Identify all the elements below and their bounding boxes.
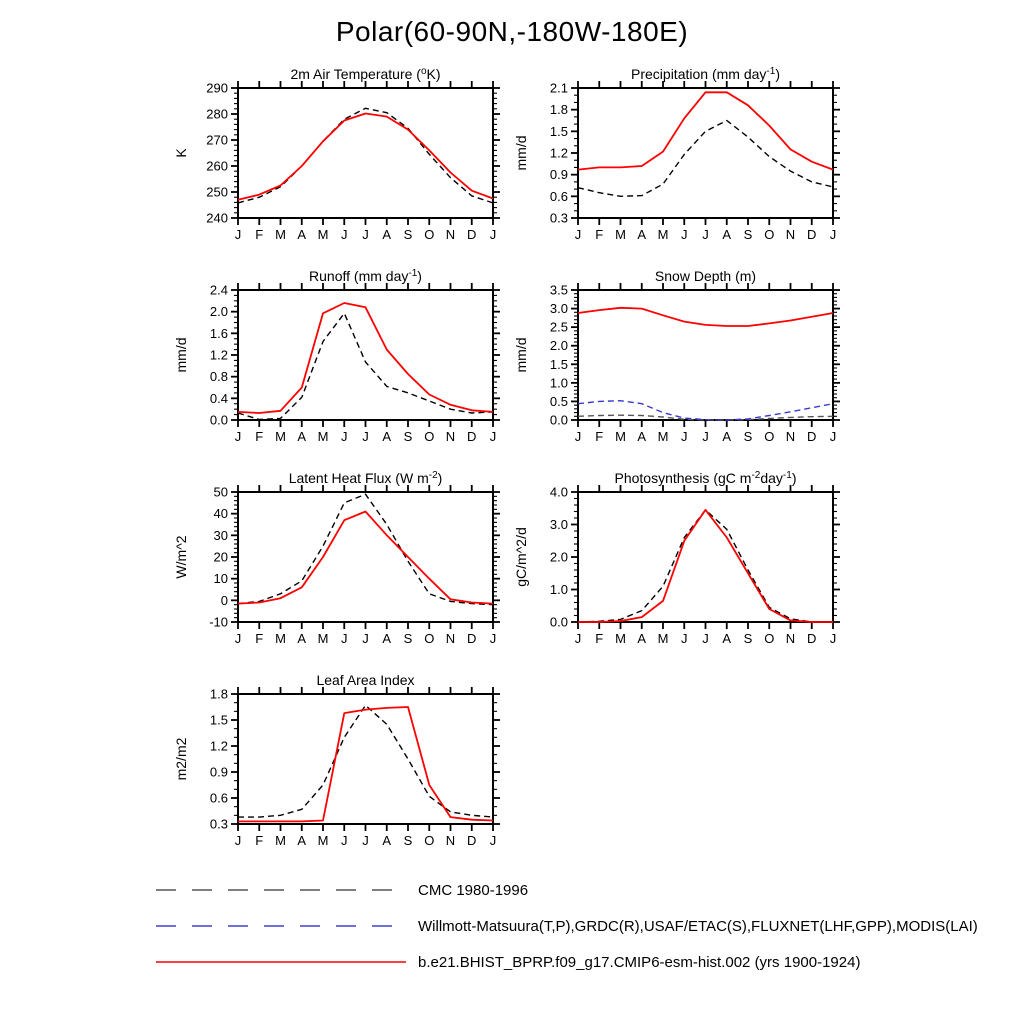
svg-text:J: J <box>574 227 582 242</box>
svg-text:290: 290 <box>206 80 228 96</box>
svg-text:O: O <box>424 227 435 242</box>
svg-text:2.0: 2.0 <box>549 338 568 354</box>
legend-item-obs-composite <box>156 908 978 944</box>
svg-text:F: F <box>255 833 264 848</box>
svg-text:1.2: 1.2 <box>209 347 228 363</box>
svg-text:A: A <box>722 227 732 242</box>
svg-text:N: N <box>785 227 796 242</box>
svg-text:A: A <box>637 429 647 444</box>
svg-text:D: D <box>467 833 477 848</box>
svg-text:J: J <box>489 429 497 444</box>
svg-text:M: M <box>317 227 329 242</box>
svg-text:J: J <box>362 631 369 646</box>
svg-text:W/m^2: W/m^2 <box>173 535 189 579</box>
svg-text:30: 30 <box>213 527 228 543</box>
svg-text:M: M <box>657 631 669 646</box>
svg-text:0.6: 0.6 <box>209 790 228 806</box>
svg-text:10: 10 <box>213 571 228 587</box>
legend-label: CMC 1980-1996 <box>418 881 529 899</box>
svg-text:1.2: 1.2 <box>549 145 568 161</box>
svg-text:0.8: 0.8 <box>209 369 228 385</box>
precipitation-chart <box>510 62 855 254</box>
svg-text:J: J <box>362 429 369 444</box>
svg-text:Photosynthesis (gC m-2day-1): Photosynthesis (gC $m^{-2}day^{-1}$) <box>614 470 797 486</box>
svg-text:0.9: 0.9 <box>549 167 568 183</box>
panel-precipitation <box>510 62 855 254</box>
svg-text:F: F <box>595 227 604 242</box>
svg-text:0.0: 0.0 <box>549 412 568 428</box>
svg-text:250: 250 <box>206 184 228 200</box>
svg-text:A: A <box>382 631 392 646</box>
svg-text:1.5: 1.5 <box>549 356 568 372</box>
svg-text:0: 0 <box>220 592 228 608</box>
svg-text:1.5: 1.5 <box>549 123 568 139</box>
legend-label: Willmott-Matsuura(T,P),GRDC(R),USAF/ETAC(S),FLUXNET(LHF,GPP),MODIS(LAI) <box>418 917 978 935</box>
svg-text:S: S <box>743 227 753 242</box>
svg-text:Precipitation (mm day-1): Precipitation (mm day$^{-1}$) <box>631 66 780 82</box>
svg-text:D: D <box>807 631 817 646</box>
svg-text:M: M <box>615 631 626 646</box>
svg-text:J: J <box>489 631 497 646</box>
svg-text:1.0: 1.0 <box>549 582 568 597</box>
svg-text:2.4: 2.4 <box>209 282 228 298</box>
svg-text:0.4: 0.4 <box>209 390 228 406</box>
svg-text:J: J <box>341 833 348 848</box>
svg-text:J: J <box>341 429 348 444</box>
svg-text:F: F <box>595 631 604 646</box>
main-title: Polar(60-90N,-180W-180E) <box>335 16 689 47</box>
svg-text:J: J <box>829 429 837 444</box>
air-temperature-chart <box>170 62 515 254</box>
svg-text:A: A <box>297 833 307 848</box>
svg-text:J: J <box>574 429 582 444</box>
svg-text:Snow Depth (m): Snow Depth (m) <box>654 268 757 284</box>
dashed-line-swatch <box>156 887 406 893</box>
svg-text:mm/d: mm/d <box>513 135 529 171</box>
svg-text:D: D <box>467 429 477 444</box>
svg-text:A: A <box>382 227 392 242</box>
svg-text:J: J <box>234 631 242 646</box>
svg-text:3.0: 3.0 <box>549 301 568 317</box>
svg-text:1.2: 1.2 <box>209 738 228 754</box>
svg-text:O: O <box>764 631 775 646</box>
svg-text:260: 260 <box>206 158 228 174</box>
panel-leaf-area-index <box>170 668 515 860</box>
svg-text:1.5: 1.5 <box>209 712 228 728</box>
svg-text:3.0: 3.0 <box>549 517 568 532</box>
svg-text:N: N <box>785 631 796 646</box>
svg-text:2.5: 2.5 <box>549 319 568 335</box>
svg-text:J: J <box>681 429 688 444</box>
svg-text:J: J <box>489 227 497 242</box>
svg-text:2.1: 2.1 <box>549 80 568 96</box>
svg-text:A: A <box>382 429 392 444</box>
svg-text:M: M <box>657 429 669 444</box>
svg-text:mm/d: mm/d <box>173 337 189 373</box>
svg-text:N: N <box>445 227 456 242</box>
svg-text:A: A <box>722 631 732 646</box>
svg-text:J: J <box>702 227 709 242</box>
svg-text:F: F <box>595 429 604 444</box>
svg-text:J: J <box>341 227 348 242</box>
svg-text:270: 270 <box>206 132 228 148</box>
legend-item-cmc <box>156 872 978 908</box>
svg-text:50: 50 <box>213 484 228 500</box>
svg-text:S: S <box>743 631 753 646</box>
svg-text:J: J <box>702 631 709 646</box>
svg-text:J: J <box>234 429 242 444</box>
svg-text:O: O <box>424 631 435 646</box>
svg-text:1.0: 1.0 <box>549 375 568 391</box>
svg-text:J: J <box>234 833 242 848</box>
svg-text:N: N <box>445 429 456 444</box>
photosynthesis-chart <box>510 466 855 658</box>
svg-text:S: S <box>743 429 753 444</box>
svg-text:D: D <box>807 429 817 444</box>
svg-text:0.0: 0.0 <box>209 412 228 428</box>
svg-text:4.0: 4.0 <box>549 484 568 500</box>
svg-text:mm/d: mm/d <box>513 337 529 373</box>
panel-latent-heat-flux <box>170 466 515 658</box>
svg-text:0.3: 0.3 <box>209 816 228 832</box>
svg-text:J: J <box>234 227 242 242</box>
svg-text:Latent Heat Flux (W m-2): Latent Heat Flux (W $m^{-2}$) <box>288 470 443 486</box>
svg-text:M: M <box>275 833 286 848</box>
svg-text:O: O <box>424 429 435 444</box>
svg-text:S: S <box>403 631 413 646</box>
svg-text:A: A <box>382 833 392 848</box>
svg-text:gC/m^2/d: gC/m^2/d <box>513 527 529 587</box>
svg-text:A: A <box>637 227 647 242</box>
svg-text:A: A <box>637 631 647 646</box>
svg-text:2.0: 2.0 <box>209 304 228 320</box>
dashed-line-swatch <box>156 923 406 929</box>
svg-text:20: 20 <box>213 549 228 565</box>
svg-text:A: A <box>722 429 732 444</box>
svg-text:D: D <box>807 227 817 242</box>
svg-text:J: J <box>829 631 837 646</box>
svg-text:0.5: 0.5 <box>549 393 568 409</box>
svg-text:J: J <box>341 631 348 646</box>
svg-text:280: 280 <box>206 106 228 122</box>
svg-text:40: 40 <box>213 506 228 522</box>
svg-text:D: D <box>467 227 477 242</box>
svg-text:J: J <box>574 631 582 646</box>
svg-text:2.0: 2.0 <box>549 549 568 565</box>
svg-text:N: N <box>445 833 456 848</box>
svg-text:N: N <box>445 631 456 646</box>
svg-text:240: 240 <box>206 210 228 226</box>
snow-depth-chart <box>510 264 855 456</box>
leaf-area-index-chart <box>170 668 515 860</box>
runoff-chart <box>170 264 515 456</box>
solid-line-swatch <box>156 959 406 965</box>
svg-text:M: M <box>275 631 286 646</box>
svg-text:M: M <box>275 429 286 444</box>
legend-label: b.e21.BHIST_BPRP.f09_g17.CMIP6-esm-hist.002 (yrs 1900-1924) <box>418 953 861 971</box>
svg-text:3.5: 3.5 <box>549 282 568 298</box>
svg-text:M: M <box>657 227 669 242</box>
svg-text:O: O <box>764 227 775 242</box>
svg-text:M: M <box>275 227 286 242</box>
svg-text:M: M <box>615 227 626 242</box>
svg-text:0.3: 0.3 <box>549 210 568 226</box>
svg-text:S: S <box>403 833 413 848</box>
svg-text:M: M <box>317 429 329 444</box>
svg-text:N: N <box>785 429 796 444</box>
svg-text:2m Air Temperature (oK): 2m Air Temperature ($^o$K) <box>290 66 441 82</box>
svg-text:K: K <box>173 148 189 158</box>
svg-text:O: O <box>424 833 435 848</box>
svg-text:O: O <box>764 429 775 444</box>
svg-text:J: J <box>829 227 837 242</box>
svg-text:A: A <box>297 631 307 646</box>
svg-text:J: J <box>362 227 369 242</box>
svg-text:Leaf Area Index: Leaf Area Index <box>316 672 415 688</box>
svg-text:J: J <box>489 833 497 848</box>
svg-text:J: J <box>362 833 369 848</box>
svg-text:D: D <box>467 631 477 646</box>
svg-text:J: J <box>681 631 688 646</box>
latent-heat-flux-chart <box>170 466 515 658</box>
svg-text:J: J <box>681 227 688 242</box>
svg-text:A: A <box>297 227 307 242</box>
svg-text:Runoff (mm day-1): Runoff (mm day$^{-1}$) <box>309 268 422 284</box>
svg-text:M: M <box>317 631 329 646</box>
panel-photosynthesis <box>510 466 855 658</box>
svg-text:1.8: 1.8 <box>209 686 228 702</box>
svg-text:1.8: 1.8 <box>549 102 568 118</box>
svg-text:F: F <box>255 631 264 646</box>
svg-text:M: M <box>317 833 329 848</box>
panel-snow-depth <box>510 264 855 456</box>
svg-text:J: J <box>702 429 709 444</box>
panel-air-temperature <box>170 62 515 254</box>
panel-runoff <box>170 264 515 456</box>
svg-text:S: S <box>403 227 413 242</box>
svg-text:F: F <box>255 429 264 444</box>
legend <box>156 872 978 980</box>
svg-text:0.9: 0.9 <box>209 764 228 780</box>
svg-text:0.6: 0.6 <box>549 188 568 204</box>
svg-text:F: F <box>255 227 264 242</box>
svg-text:M: M <box>615 429 626 444</box>
svg-text:1.6: 1.6 <box>209 325 228 341</box>
legend-item-model <box>156 944 978 980</box>
svg-text:S: S <box>403 429 413 444</box>
svg-text:0.0: 0.0 <box>549 614 568 630</box>
svg-text:-10: -10 <box>209 614 228 630</box>
svg-text:A: A <box>297 429 307 444</box>
svg-text:m2/m2: m2/m2 <box>173 737 189 781</box>
